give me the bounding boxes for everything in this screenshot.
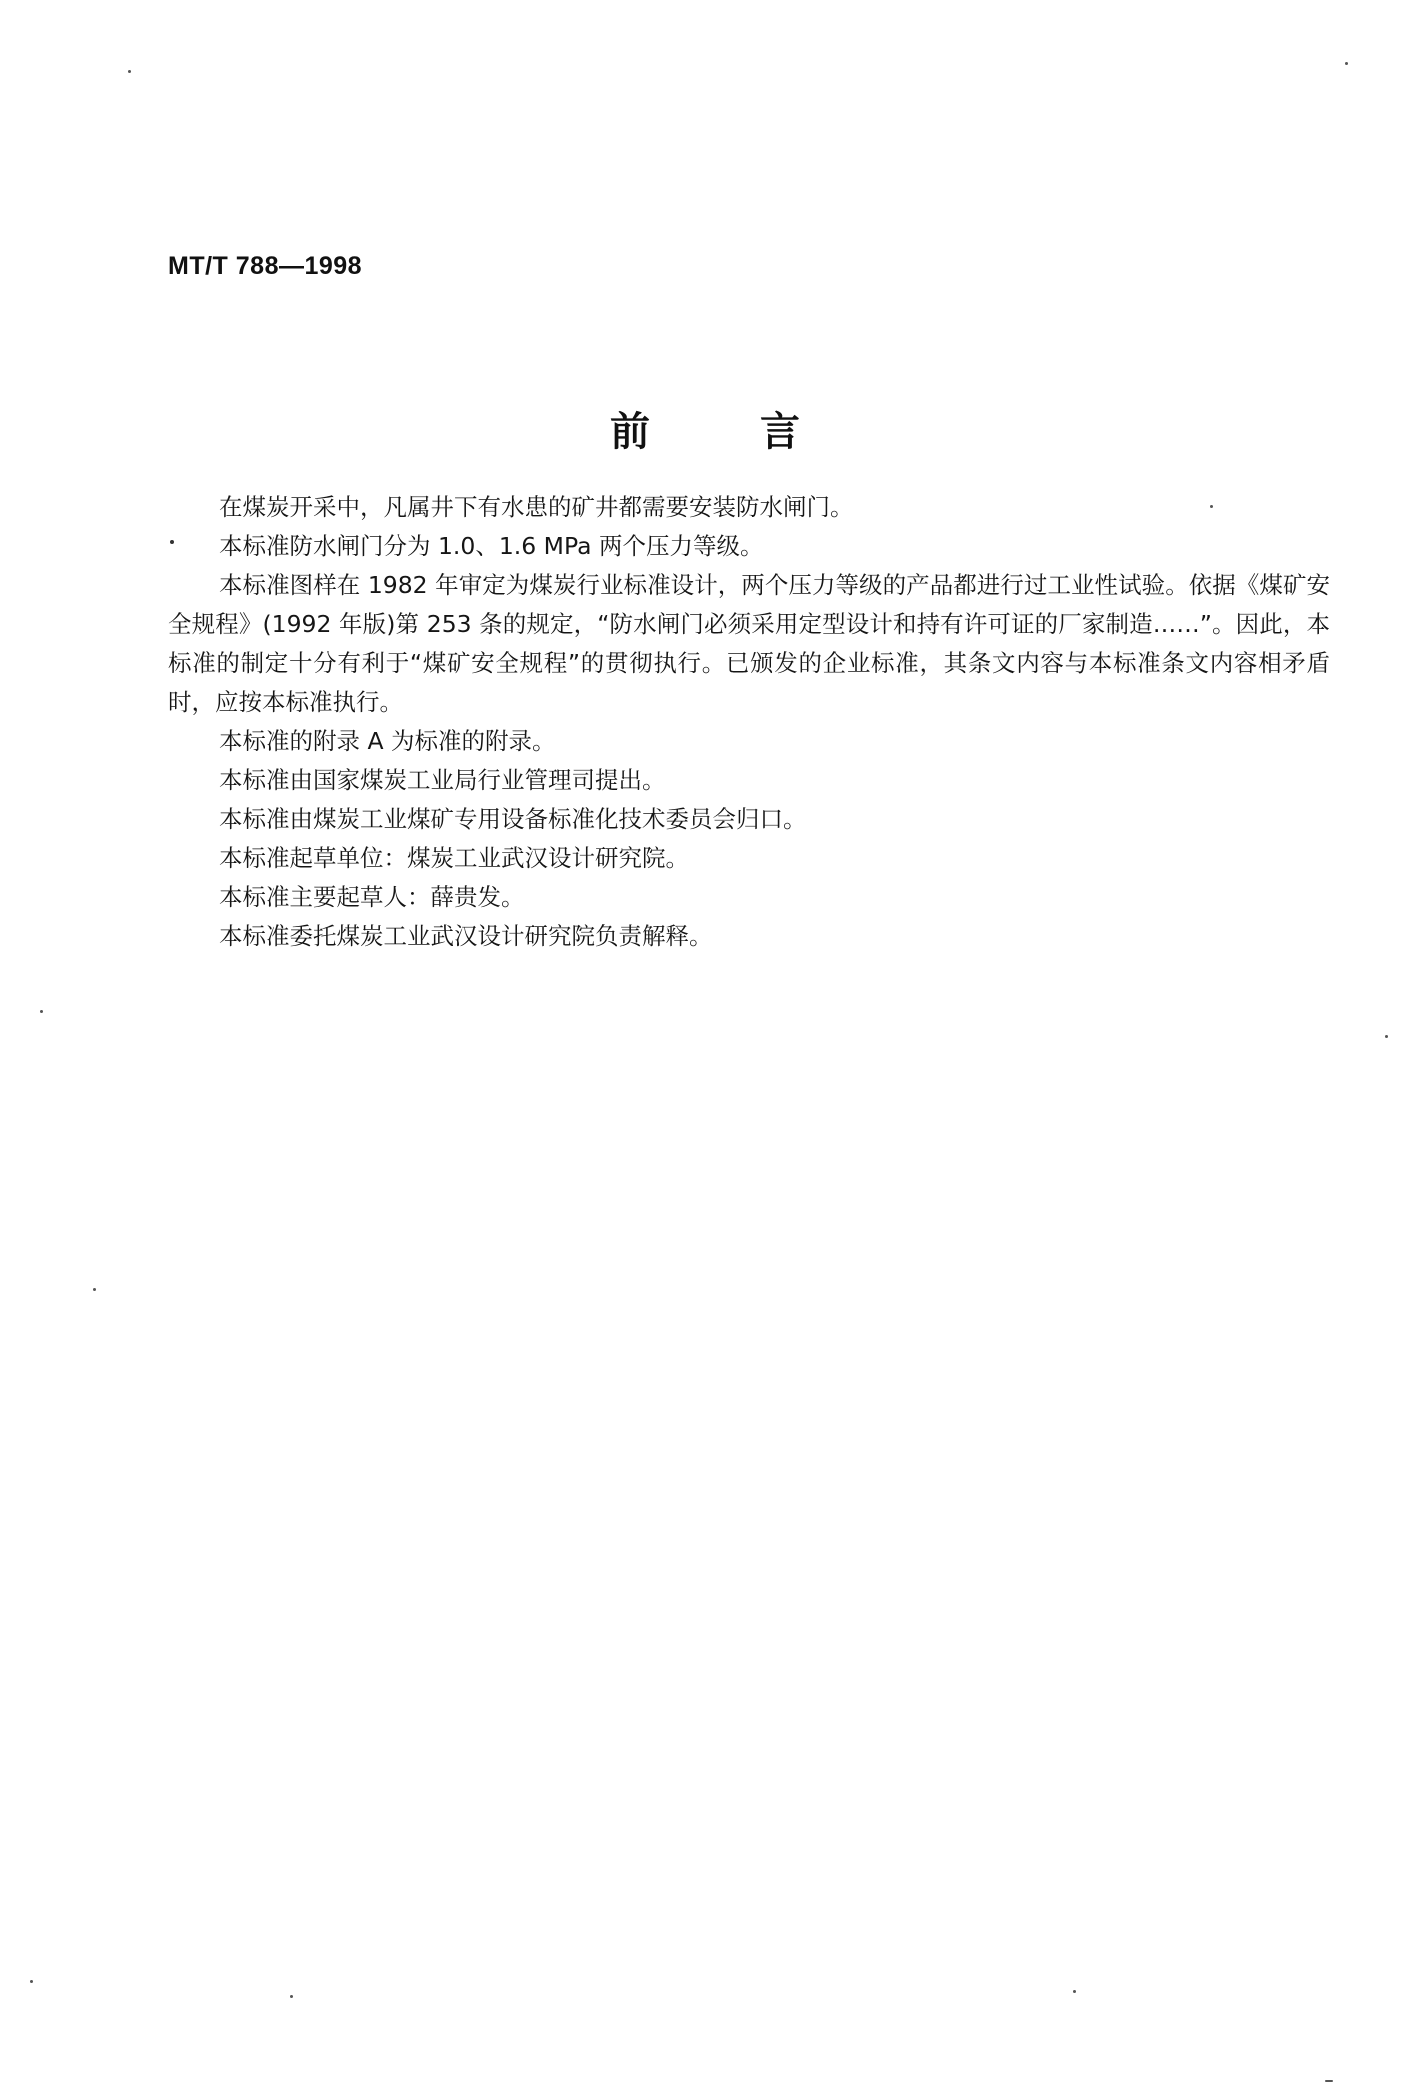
scan-speck bbox=[93, 1288, 96, 1291]
scan-speck bbox=[128, 70, 131, 73]
paragraph: 本标准防水闸门分为 1.0、1.6 MPa 两个压力等级。 bbox=[219, 532, 764, 560]
paragraph: 本标准图样在 1982 年审定为煤炭行业标准设计，两个压力等级的产品都进行过工业性试验。依据《煤矿安全规程》(1992 年版)第 253 条的规定，“防水闸门必须采用定型设计和持有许可证的厂家制造……”。因此，本标准的制定十分有利于“煤矿安全规程”的贯彻执行。已颁发的企业标准，其条文内容与本标准条文内容相矛盾时，应按本标准执行。 bbox=[168, 571, 1330, 716]
paragraph: 本标准起草单位：煤炭工业武汉设计研究院。 bbox=[219, 844, 689, 872]
page-title: 前言 bbox=[610, 409, 910, 455]
paragraph: 本标准委托煤炭工业武汉设计研究院负责解释。 bbox=[219, 922, 713, 950]
scan-speck bbox=[40, 1010, 43, 1013]
scan-speck bbox=[30, 1980, 33, 1983]
foreword-body bbox=[168, 488, 1330, 956]
scan-speck bbox=[1210, 505, 1213, 508]
scan-speck bbox=[1325, 2080, 1333, 2082]
scan-speck bbox=[1385, 1035, 1388, 1038]
scan-speck bbox=[1073, 1990, 1076, 1993]
standard-code: MT/T 788—1998 bbox=[168, 252, 363, 280]
paragraph: 本标准的附录 A 为标准的附录。 bbox=[219, 727, 556, 755]
scan-speck bbox=[290, 1995, 293, 1998]
scan-speck bbox=[1345, 62, 1348, 65]
paragraph: 在煤炭开采中，凡属井下有水患的矿井都需要安装防水闸门。 bbox=[219, 493, 854, 521]
paragraph: 本标准主要起草人：薛贵发。 bbox=[219, 883, 525, 911]
paragraph: 本标准由国家煤炭工业局行业管理司提出。 bbox=[219, 766, 666, 794]
paragraph: 本标准由煤炭工业煤矿专用设备标准化技术委员会归口。 bbox=[219, 805, 807, 833]
